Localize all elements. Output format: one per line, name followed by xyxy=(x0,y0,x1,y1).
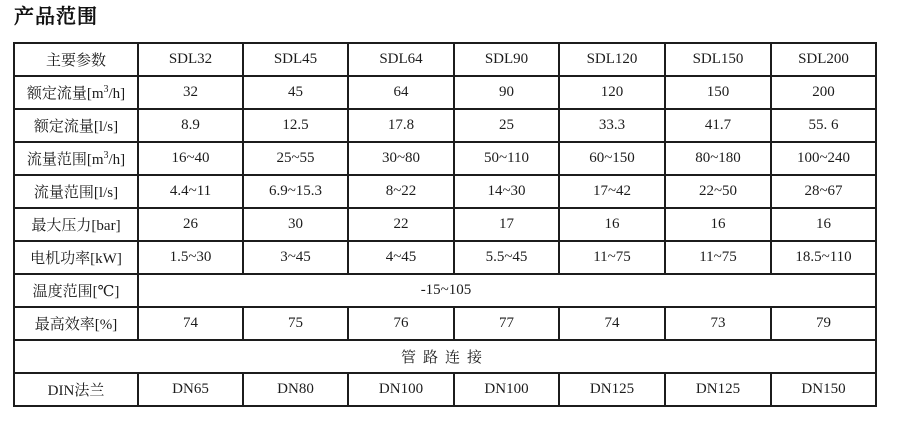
value-cell: 25~55 xyxy=(243,142,348,175)
value-cell: 45 xyxy=(243,76,348,109)
value-cell: 120 xyxy=(559,76,665,109)
row-max-efficiency xyxy=(14,307,876,340)
row-label-text: 流量范围[m xyxy=(26,152,104,168)
value-cell: 33.3 xyxy=(559,109,665,142)
value-cell: 64 xyxy=(348,76,454,109)
value-cell: 32 xyxy=(138,76,243,109)
value-cell: 74 xyxy=(559,307,665,340)
value-cell: 77 xyxy=(454,307,559,340)
value-cell: 8~22 xyxy=(348,175,454,208)
value-cell: 6.9~15.3 xyxy=(243,175,348,208)
value-cell: 100~240 xyxy=(771,142,876,175)
value-cell: 17.8 xyxy=(348,109,454,142)
value-cell: 22~50 xyxy=(665,175,771,208)
value-cell: 18.5~110 xyxy=(771,241,876,274)
column-header-sdl120: SDL120 xyxy=(559,43,665,76)
section-header-pipe-connection: 管路连接 xyxy=(14,340,876,373)
product-range-table xyxy=(13,42,877,407)
superscript: 3 xyxy=(103,150,109,161)
value-cell: 73 xyxy=(665,307,771,340)
page-title: 产品范围 xyxy=(14,6,98,28)
row-label-text: 额定流量[m xyxy=(26,86,104,102)
value-cell: 150 xyxy=(665,76,771,109)
column-header-sdl200: SDL200 xyxy=(771,43,876,76)
value-cell: DN80 xyxy=(243,373,348,406)
value-cell: 16~40 xyxy=(138,142,243,175)
value-cell: 28~67 xyxy=(771,175,876,208)
value-cell: DN100 xyxy=(454,373,559,406)
value-cell: 75 xyxy=(243,307,348,340)
column-header-sdl32: SDL32 xyxy=(138,43,243,76)
value-cell: DN150 xyxy=(771,373,876,406)
value-cell: 17 xyxy=(454,208,559,241)
row-pipe-connection xyxy=(14,340,876,373)
value-cell: 80~180 xyxy=(665,142,771,175)
value-cell: 16 xyxy=(771,208,876,241)
value-cell: 30 xyxy=(243,208,348,241)
row-label: 电机功率[kW] xyxy=(14,241,138,274)
row-motor-power xyxy=(14,241,876,274)
merged-value-cell: -15~105 xyxy=(138,274,876,307)
row-flow-range-ls xyxy=(14,175,876,208)
column-header-sdl64: SDL64 xyxy=(348,43,454,76)
value-cell: 26 xyxy=(138,208,243,241)
value-cell: 79 xyxy=(771,307,876,340)
value-cell: 3~45 xyxy=(243,241,348,274)
superscript: 3 xyxy=(103,84,109,95)
column-header-sdl150: SDL150 xyxy=(665,43,771,76)
row-label-text: /h] xyxy=(108,86,126,102)
value-cell: 12.5 xyxy=(243,109,348,142)
row-max-pressure xyxy=(14,208,876,241)
row-label: 流量范围[l/s] xyxy=(14,175,138,208)
value-cell: 4~45 xyxy=(348,241,454,274)
row-rated-flow-m3h xyxy=(14,76,876,109)
row-label xyxy=(14,76,138,109)
value-cell: 16 xyxy=(665,208,771,241)
row-din-flange xyxy=(14,373,876,406)
value-cell: DN125 xyxy=(665,373,771,406)
value-cell: 22 xyxy=(348,208,454,241)
value-cell: DN125 xyxy=(559,373,665,406)
value-cell: 76 xyxy=(348,307,454,340)
value-cell: 16 xyxy=(559,208,665,241)
column-header-sdl90: SDL90 xyxy=(454,43,559,76)
column-header-sdl45: SDL45 xyxy=(243,43,348,76)
value-cell: 1.5~30 xyxy=(138,241,243,274)
row-label: DIN法兰 xyxy=(14,373,138,406)
value-cell: 8.9 xyxy=(138,109,243,142)
value-cell: 90 xyxy=(454,76,559,109)
row-label: 最大压力[bar] xyxy=(14,208,138,241)
value-cell: 11~75 xyxy=(665,241,771,274)
value-cell: 11~75 xyxy=(559,241,665,274)
value-cell: 41.7 xyxy=(665,109,771,142)
value-cell: DN65 xyxy=(138,373,243,406)
value-cell: 74 xyxy=(138,307,243,340)
value-cell: 55. 6 xyxy=(771,109,876,142)
value-cell: 17~42 xyxy=(559,175,665,208)
value-cell: 60~150 xyxy=(559,142,665,175)
header-param-label: 主要参数 xyxy=(14,43,138,76)
value-cell: DN100 xyxy=(348,373,454,406)
value-cell: 50~110 xyxy=(454,142,559,175)
row-rated-flow-ls xyxy=(14,109,876,142)
value-cell: 14~30 xyxy=(454,175,559,208)
row-flow-range-m3h xyxy=(14,142,876,175)
row-label: 最高效率[%] xyxy=(14,307,138,340)
row-label xyxy=(14,142,138,175)
row-label-text: /h] xyxy=(108,152,126,168)
row-temperature-range xyxy=(14,274,876,307)
row-label: 温度范围[℃] xyxy=(14,274,138,307)
value-cell: 200 xyxy=(771,76,876,109)
header-row xyxy=(14,43,876,76)
value-cell: 30~80 xyxy=(348,142,454,175)
value-cell: 4.4~11 xyxy=(138,175,243,208)
value-cell: 25 xyxy=(454,109,559,142)
value-cell: 5.5~45 xyxy=(454,241,559,274)
row-label: 额定流量[l/s] xyxy=(14,109,138,142)
